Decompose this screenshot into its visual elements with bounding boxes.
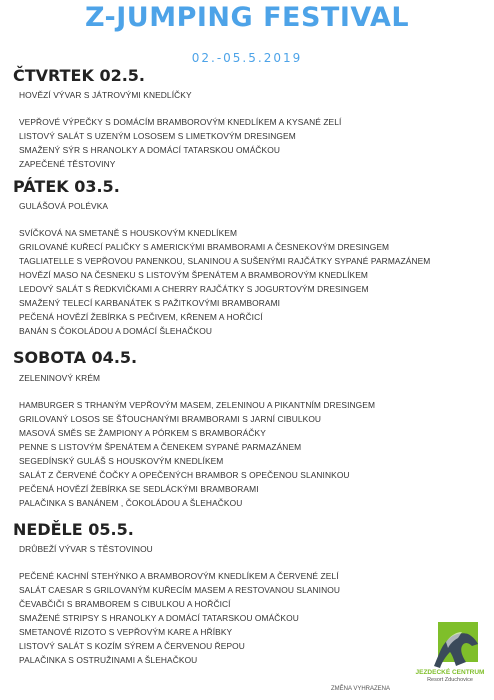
menu-item: ČEVABČIČI S BRAMBOREM S CIBULKOU A HOŘČICÍ: [19, 599, 231, 609]
menu-item: LEDOVÝ SALÁT S ŘEDKVIČKAMI A CHERRY RAJČÁTKY S JOGURTOVÝM DRESINGEM: [19, 284, 369, 294]
soup-item: DRŮBEŽÍ VÝVAR S TĚSTOVINOU: [19, 544, 153, 554]
menu-item: SMAŽENÝ SÝR S HRANOLKY A DOMÁCÍ TATARSKOU OMÁČKOU: [19, 145, 281, 155]
menu-item: HAMBURGER S TRHANÝM VEPŘOVÝM MASEM, ZELENINOU A PIKANTNÍM DRESINGEM: [19, 400, 376, 410]
festival-title: Z-JUMPING FESTIVAL: [84, 2, 410, 33]
horse-head-icon: [432, 622, 480, 668]
logo-subtitle: Resort Zduchovice: [427, 677, 473, 683]
resort-logo: [413, 622, 487, 686]
menu-item: PALAČINKA S BANÁNEM , ČOKOLÁDOU A ŠLEHAČKOU: [19, 498, 243, 508]
menu-item: SALÁT CAESAR S GRILOVANÝM KUŘECÍM MASEM A RESTOVANOU SLANINOU: [19, 585, 341, 595]
day-heading-sunday: NEDĚLE 05.5.: [13, 520, 134, 539]
menu-item: SMETANOVÉ RIZOTO S VEPŘOVÝM KARE A HŘÍBKY: [19, 627, 233, 637]
menu-item: LISTOVÝ SALÁT S UZENÝM LOSOSEM S LIMETKOVÝM DRESINGEM: [19, 131, 296, 141]
menu-item: VEPŘOVÉ VÝPEČKY S DOMÁCÍM BRAMBOROVÝM KNEDLÍKEM A KYSANÉ ZELÍ: [19, 117, 342, 127]
day-heading-thursday: ČTVRTEK 02.5.: [13, 66, 146, 85]
menu-item: SVÍČKOVÁ NA SMETANĚ S HOUSKOVÝM KNEDLÍKEM: [19, 228, 238, 238]
menu-item: LISTOVÝ SALÁT S KOZÍM SÝREM A ČERVENOU ŘEPOU: [19, 641, 245, 651]
menu-item: HOVĚZÍ MASO NA ČESNEKU S LISTOVÝM ŠPENÁTEM A BRAMBOROVÝM KNEDLÍKEM: [19, 270, 368, 280]
menu-item: ZAPEČENÉ TĚSTOVINY: [19, 159, 116, 169]
logo-name: JEZDECKÉ CENTRUM: [415, 669, 485, 676]
menu-item: GRILOVANÉ KUŘECÍ PALIČKY S AMERICKÝMI BRAMBORAMI A ČESNEKOVÝM DRESINGEM: [19, 242, 390, 252]
menu-item: MASOVÁ SMĚS SE ŽAMPIONY A PÓRKEM S BRAMBORÁČKY: [19, 428, 266, 438]
menu-item: GRILOVANÝ LOSOS SE ŠŤOUCHANÝMI BRAMBORAMI S JARNÍ CIBULKOU: [19, 414, 322, 424]
footer-note: ZMĚNA VYHRAZENA: [331, 686, 391, 692]
menu-item: SALÁT Z ČERVENÉ ČOČKY A OPEČENÝCH BRAMBOR S OPEČENOU SLANINKOU: [19, 470, 350, 480]
menu-item: PEČENÁ HOVĚZÍ ŽEBÍRKA SE SEDLÁCKÝMI BRAMBORAMI: [19, 484, 259, 494]
menu-item: SMAŽENÉ STRIPSY S HRANOLKY A DOMÁCÍ TATARSKOU OMÁČKOU: [19, 613, 299, 623]
soup-item: ZELENINOVÝ KRÉM: [19, 373, 101, 383]
menu-item: PEČENÉ KACHNÍ STEHÝNKO A BRAMBOROVÝM KNEDLÍKEM A ČERVENÉ ZELÍ: [19, 571, 339, 581]
soup-item: HOVĚZÍ VÝVAR S JÁTROVÝMI KNEDLÍČKY: [19, 90, 192, 100]
menu-item: PALAČINKA S OSTRUŽINAMI A ŠLEHAČKOU: [19, 655, 198, 665]
menu-item: SMAŽENÝ TELECÍ KARBANÁTEK S PAŽITKOVÝMI BRAMBORAMI: [19, 298, 281, 308]
soup-item: GULÁŠOVÁ POLÉVKA: [19, 201, 109, 211]
day-heading-friday: PÁTEK 03.5.: [13, 177, 120, 196]
festival-dates: 02.-05.5.2019: [191, 51, 303, 65]
menu-item: BANÁN S ČOKOLÁDOU A DOMÁCÍ ŠLEHAČKOU: [19, 326, 213, 336]
menu-item: PENNE S LISTOVÝM ŠPENÁTEM A ČENEKEM SYPANÉ PARMAZÁNEM: [19, 442, 302, 452]
menu-item: PEČENÁ HOVĚZÍ ŽEBÍRKA S PEČIVEM, KŘENEM A HOŘČICÍ: [19, 312, 263, 322]
day-heading-saturday: SOBOTA 04.5.: [13, 348, 138, 367]
menu-item: SEGEDÍNSKÝ GULÁŠ S HOUSKOVÝM KNEDLÍKEM: [19, 456, 224, 466]
menu-item: TAGLIATELLE S VEPŘOVOU PANENKOU, SLANINOU A SUŠENÝMI RAJČÁTKY SYPANÉ PARMAZÁNEM: [19, 256, 431, 266]
